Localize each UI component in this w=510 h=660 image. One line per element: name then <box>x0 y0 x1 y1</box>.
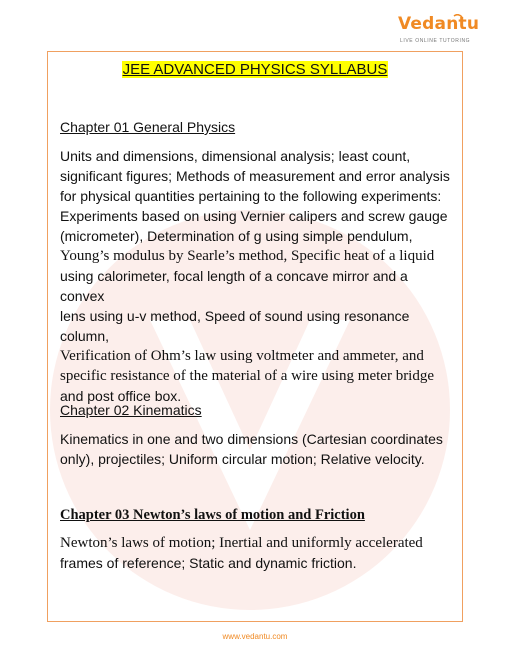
chapter-02-line: Kinematics in one and two dimensions (Cartesian coordinates <box>60 431 443 447</box>
chapter-01-line: for physical quantities pertaining to the following experiments: <box>60 188 442 204</box>
chapter-01-line: (micrometer), Determination of g using simple pendulum, <box>60 228 413 244</box>
chapter-01-line: lens using u-v method, Speed of sound using resonance column, <box>60 308 410 344</box>
logo-tagline: LIVE ONLINE TUTORING <box>400 38 471 44</box>
chapter-01-line: and post office box. <box>60 388 182 404</box>
page-title-wrap <box>0 61 510 79</box>
chapter-03-heading: Chapter 03 Newton’s laws of motion and Friction <box>60 507 365 523</box>
chapter-01-line: Young’s modulus by Searle’s method, Specific heat of a liquid <box>60 248 435 264</box>
logo-wordmark: Vedantu <box>398 14 480 34</box>
chapter-01-line: specific resistance of the material of a wire using meter bridge <box>60 368 435 384</box>
chapter-01-body <box>60 146 454 406</box>
chapter-03-body <box>60 533 454 573</box>
chapter-01-line: Verification of Ohm’s law using voltmeter and ammeter, and <box>60 348 424 364</box>
chapter-03-line: frames of reference; Static and dynamic friction. <box>60 555 357 571</box>
chapter-01-line: significant figures; Methods of measurement and error analysis <box>60 168 450 184</box>
footer-url[interactable]: www.vedantu.com <box>222 632 288 641</box>
chapter-02-body <box>60 429 454 469</box>
chapter-01-line: Experiments based on using Vernier calipers and screw gauge <box>60 208 448 224</box>
chapter-01-heading: Chapter 01 General Physics <box>60 119 236 135</box>
chapter-01-line: Units and dimensions, dimensional analysis; least count, <box>60 148 411 164</box>
vedantu-logo <box>392 14 480 48</box>
chapter-01-line: using calorimeter, focal length of a concave mirror and a convex <box>60 268 408 304</box>
chapter-03-line: Newton’s laws of motion; Inertial and uniformly accelerated <box>60 535 423 551</box>
chapter-02-heading: Chapter 02 Kinematics <box>60 402 202 418</box>
page-title: JEE ADVANCED PHYSICS SYLLABUS <box>122 61 388 78</box>
chapter-02-line: only), projectiles; Uniform circular motion; Relative velocity. <box>60 451 425 467</box>
